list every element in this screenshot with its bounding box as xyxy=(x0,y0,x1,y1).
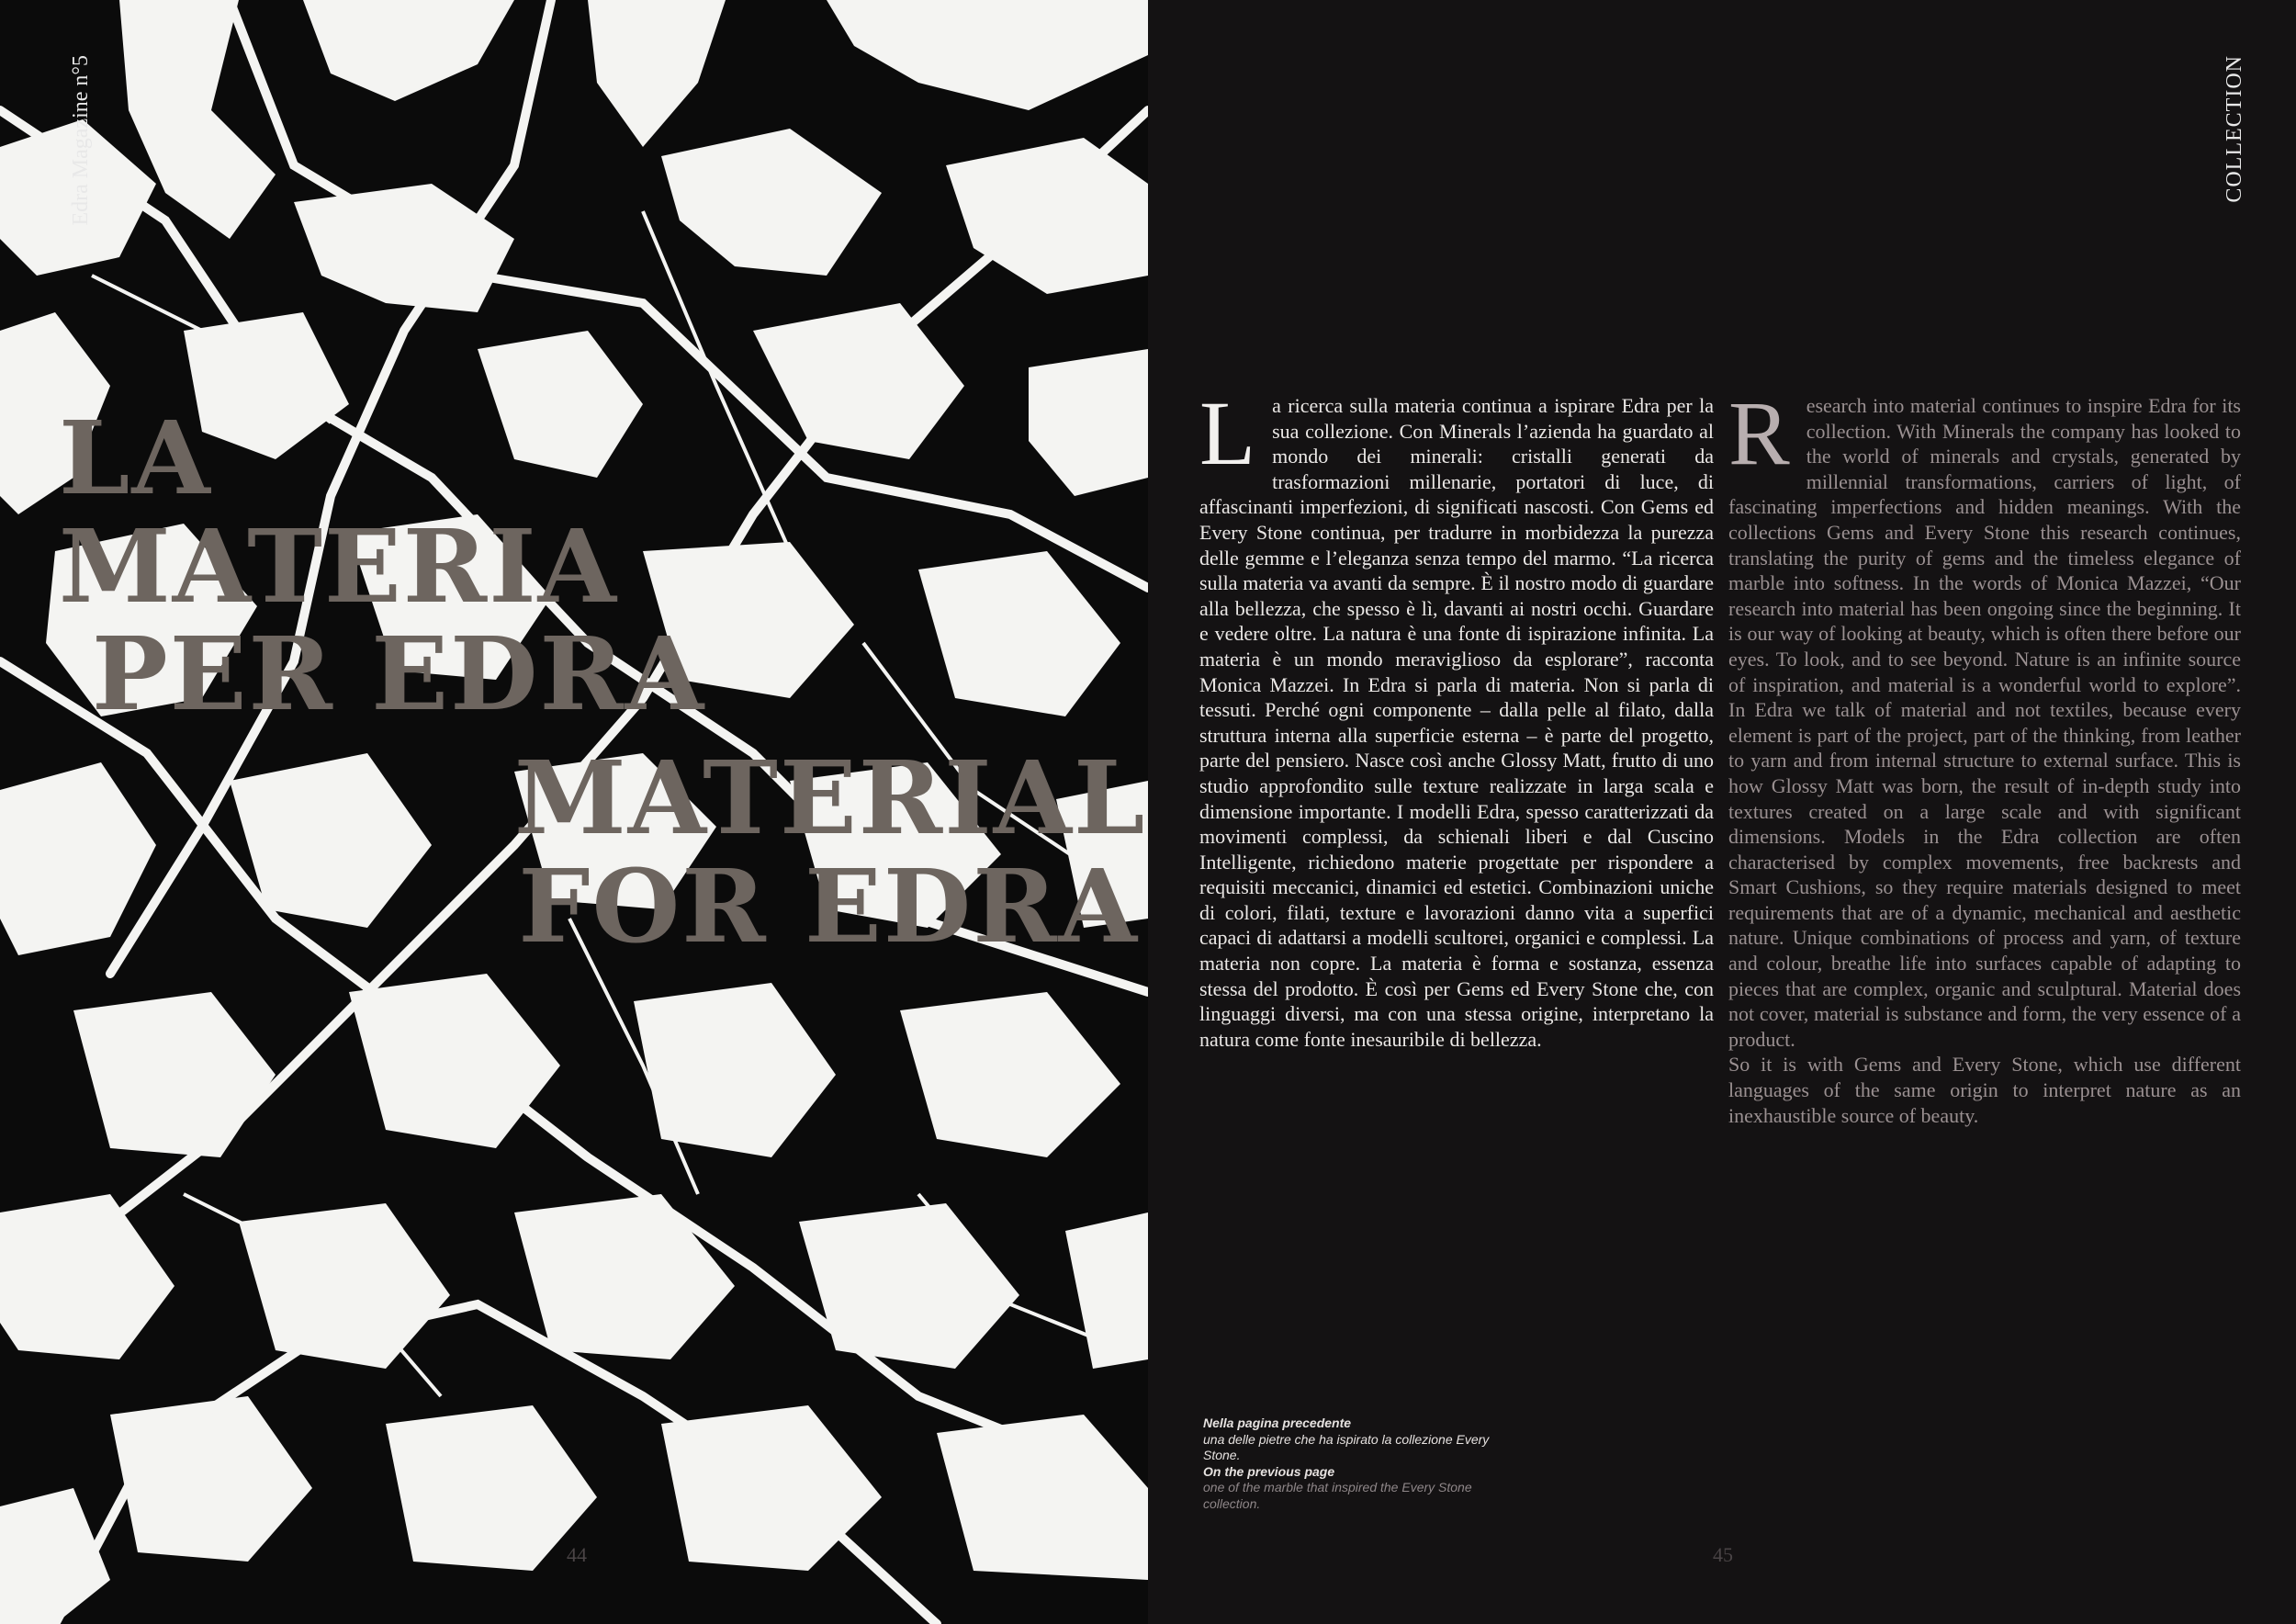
italian-text-column xyxy=(1199,382,1714,1052)
dropcap-italian: L xyxy=(1199,382,1256,484)
caption-heading-italian: Nella pagina precedente xyxy=(1203,1415,1352,1430)
title-english-line-1: MATERIAL xyxy=(514,739,1147,857)
title-italian-line-2: PER EDRA xyxy=(92,615,706,734)
english-text-column xyxy=(1728,382,2241,1128)
caption-text-italian: una delle pietre che ha ispirato la collezione Every Stone. xyxy=(1203,1431,1490,1462)
italian-body-text: a ricerca sulla materia continua a ispirare Edra per la sua collezione. Con Minerals l’azienda ha guardato al mondo dei minerali: cristalli generati da trasformazioni millenarie, portatori di luce, di affascinanti imperfezioni, di significati nascosti. Con Gems ed Every Stone continua, per tradurre in morbidezza la purezza delle gemme e l’eleganza senza tempo del marmo. “La ricerca sulla materia va avanti da sempre. È il nostro modo di guardare alla bellezza, che spesso è lì, davanti ai nostri occhi. Guardare e vedere oltre. La natura è una fonte di ispirazione infinita. La materia è un mondo meraviglioso da esplorare”, racconta Monica Mazzei. In Edra si parla di materia. Non si parla di tessuti. Perché ogni componente – dalla pelle al filato, dalla struttura interna alla superficie esterna – è parte del progetto, parte del pensiero. Nasce così anche Glossy Matt, frutto di uno studio approfondito sulle texture realizzate in larga scala e dimensione importante. I modelli Edra, spesso caratterizzati da movimenti complessi, da schienali liberi e dal Cuscino Intelligente, richiedono materie progettate per rispondere a requisiti meccanici, dinamici ed estetici. Combinazioni uniche di colori, filati, texture e lavorazioni danno vita a superfici capaci di adattarsi a modelli scultorei, organici e complessi. La materia non copre. La materia è forma e sostanza, essenza stessa del prodotto. È così per Gems ed Every Stone che, con linguaggi diversi, ma con una stessa origine, interpretano la natura come fonte inesauribile di bellezza. xyxy=(1199,394,1714,1051)
caption-heading-english: On the previous page xyxy=(1203,1463,1335,1479)
dropcap-english: R xyxy=(1728,382,1790,484)
section-label: COLLECTION xyxy=(2223,55,2246,203)
title-italian xyxy=(59,399,757,734)
title-english xyxy=(514,739,1147,965)
title-italian-line-1: LA MATERIA xyxy=(59,399,619,626)
magazine-issue-label: Edra Magazine n°5 xyxy=(69,55,93,226)
photo-caption xyxy=(1203,1415,1525,1512)
title-english-line-2: FOR EDRA xyxy=(518,846,1139,965)
english-body-text-2: So it is with Gems and Every Stone, which use different languages of the same origin to interpret nature as an inexhaustible source of beauty. xyxy=(1728,1053,2241,1127)
caption-text-english: one of the marble that inspired the Every Stone collection. xyxy=(1203,1480,1472,1511)
english-body-text: esearch into material continues to inspire Edra for its collection. With Minerals the company has looked to the world of minerals and crystals, generated by millennial transformations, carriers of light, of fascinating imperfections and hidden meanings. With the collections Gems and Every Stone this research continues, translating the purity of gems and the timeless elegance of marble into softness. In the words of Monica Mazzei, “Our research into material has been ongoing since the beginning. It is our way of looking at beauty, which is often there before our eyes. To look, and to see beyond. Nature is an infinite source of inspiration, and material is a wonderful world to explore”. In Edra we talk of material and not textiles, because every element is part of the project, part of the thinking, from leather to yarn and from internal structure to external surface. This is how Glossy Matt was born, the result of in-depth study into textures created on a large scale and with significant dimensions. Models in the Edra collection are often characterised by complex movements, free backrests and Smart Cushions, so they require materials designed to meet requirements that are of a dynamic, mechanical and aesthetic nature. Unique combinations of process and yarn, of texture and colour, breathe life into surfaces capable of adapting to pieces that are complex, organic and sculptural. Material does not cover, material is substance and form, the very essence of a product. xyxy=(1728,394,2241,1051)
page-number-right: 45 xyxy=(1713,1543,1733,1566)
page-number-left: 44 xyxy=(567,1543,587,1566)
